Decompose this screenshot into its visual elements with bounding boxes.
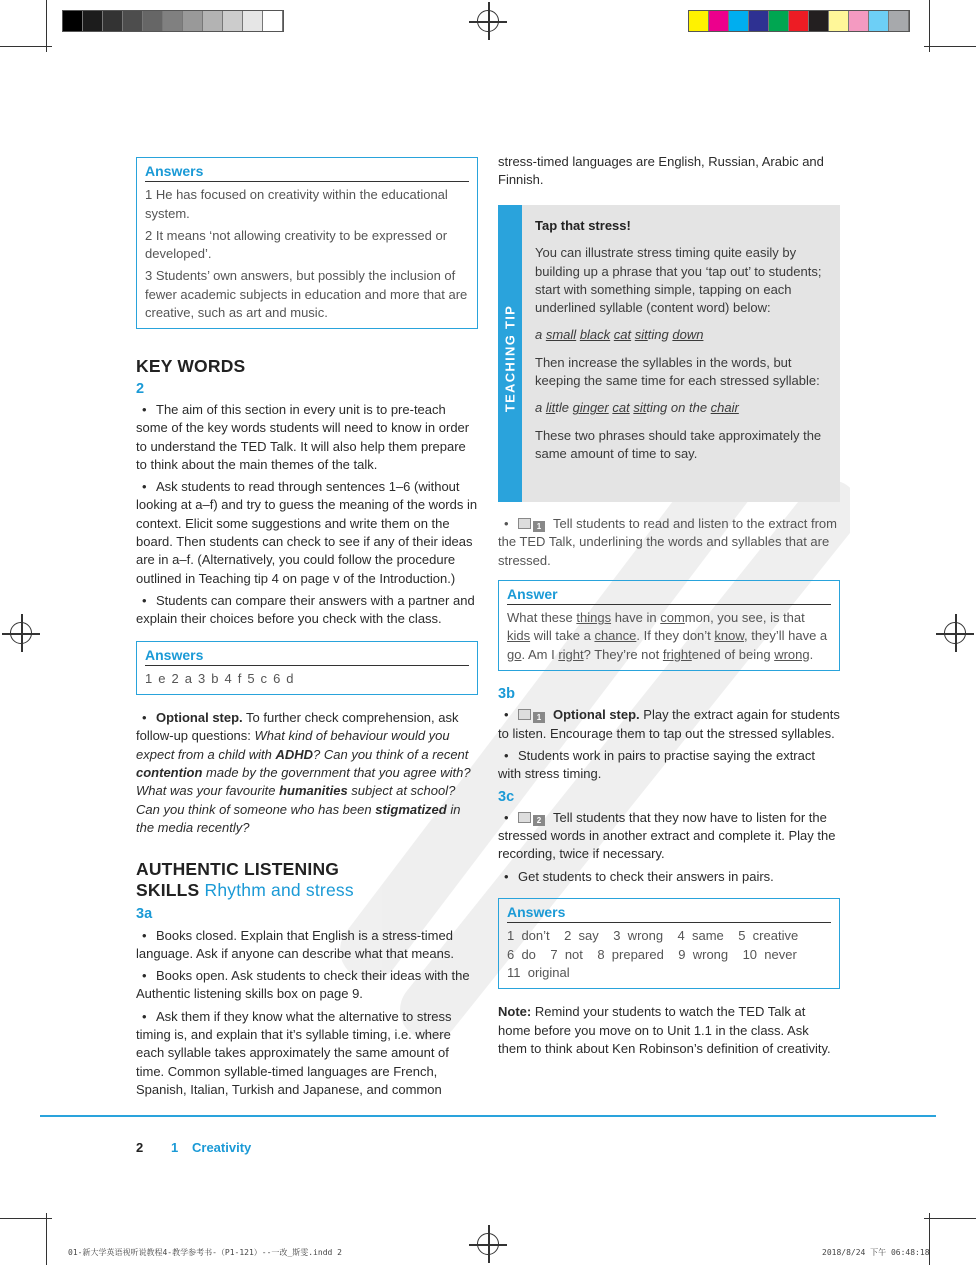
keyword: stigmatized	[375, 801, 447, 817]
bullet-text: Tell students to read and listen to the extract from the TED Talk, underlining the words and syllables that are stressed.	[498, 516, 837, 568]
color-swatch	[849, 11, 869, 31]
color-swatch	[869, 11, 889, 31]
example-word: sit	[633, 400, 647, 416]
footer-rule	[40, 1115, 936, 1117]
color-swatch	[63, 11, 83, 31]
tip-paragraph: You can illustrate stress timing quite easily by building up a phrase that you ‘tap out’ to students; start with something simple, tapping on each underlined syllable (content word) below:	[535, 245, 822, 316]
bullet-item: • Ask students to read through sentences 1–6 (without looking at a–f) and try to guess the meaning of the words in context. Elicit some suggestions and write them on the board. Then students can check to see if any of their ideas are in a–f. (Alternatively, you could follow the procedure outlined in Teaching tip 4 on page v of the Introduction.)	[136, 478, 478, 588]
note-text: Remind your students to watch the TED Talk at home before you move on to Unit 1.1 in the class. Ask them to think about Ken Robinson’s definition of creativity.	[498, 1004, 831, 1056]
answers-title: Answers	[145, 162, 469, 182]
color-swatch	[689, 11, 709, 31]
crop-mark	[924, 46, 976, 47]
example-word: down	[672, 327, 704, 343]
bullet-item: • Get students to check their answers in pairs.	[498, 868, 840, 886]
color-swatch	[183, 11, 203, 31]
question-text: ? Can you think of a recent	[313, 746, 469, 762]
heading-line: AUTHENTIC LISTENING	[136, 859, 340, 880]
tip-example	[535, 399, 825, 417]
color-swatch	[829, 11, 849, 31]
optional-step-label: Optional step.	[553, 707, 640, 723]
stressed-word: know	[714, 628, 745, 644]
example-word: a	[535, 400, 546, 416]
teaching-tip-label: TEACHING TIP	[502, 304, 518, 413]
answers-box-1	[136, 157, 478, 329]
example-word: cat	[612, 400, 630, 416]
answer-line: 11 original	[507, 964, 570, 980]
left-column	[136, 157, 478, 1103]
optional-step-label: Optional step.	[156, 710, 243, 726]
answer-line: 1 don’t 2 say 3 wrong 4 same 5 creative	[507, 928, 799, 944]
example-word: black	[579, 327, 611, 343]
color-swatch	[769, 11, 789, 31]
color-swatch	[243, 11, 263, 31]
authentic-listening-heading	[136, 859, 478, 901]
color-swatch	[789, 11, 809, 31]
answers-box-2	[136, 641, 478, 696]
cmyk-color-bar	[688, 10, 910, 32]
bullet-text: Tell students that they now have to listen for the stressed words in another extract and complete it. Play the recording, twice if necessary.	[498, 809, 836, 862]
color-swatch	[729, 11, 749, 31]
continuation-text: stress-timed languages are English, Russian, Arabic and Finnish.	[498, 154, 824, 188]
example-word: ting	[647, 327, 669, 343]
crop-mark	[0, 1218, 52, 1219]
text: To further check comprehension, ask follow-up questions:	[136, 710, 459, 744]
teaching-tip-band	[498, 205, 522, 502]
tip-example	[535, 326, 825, 344]
track-badge: 2	[533, 815, 545, 826]
right-column	[498, 153, 840, 194]
section-number: 3b	[498, 686, 515, 703]
stressed-word: chance	[594, 628, 637, 644]
stressed-word: wrong	[774, 646, 810, 662]
teaching-tip-body	[535, 217, 825, 472]
crop-mark	[924, 1218, 976, 1219]
color-swatch	[889, 11, 909, 31]
color-swatch	[709, 11, 729, 31]
answers-title: Answers	[507, 903, 831, 923]
answer-text-part: mon, you see, is that	[684, 610, 805, 626]
bullet-item: • Ask them if they know what the alternative to stress timing is, and explain that it’s syllable timing, i.e. where each syllable takes approximately the same amount of time. Common syllable-timed languages are French, Spanish, Italian, Turkish and Japanese, and common	[136, 1008, 478, 1099]
answer-item: 1 He has focused on creativity within the educational system.	[145, 187, 448, 221]
stressed-word: kids	[507, 628, 531, 644]
heading-subtitle: Rhythm and stress	[204, 880, 354, 901]
registration-mark	[469, 1225, 507, 1263]
example-word: cat	[613, 327, 632, 343]
print-slug-file: 01-新大学英语视听说教程4-教学参考书-（P1-121）--一改_斯雯.indd 2	[68, 1248, 342, 1257]
unit-number: 1	[171, 1140, 179, 1155]
registration-mark	[469, 2, 507, 40]
example-word: lit	[545, 400, 556, 416]
stressed-word: right	[558, 646, 584, 662]
registration-mark	[936, 614, 974, 652]
bullet-item: • The aim of this section in every unit is to pre-teach some of the key words students will need to know in order to understand the TED Talk. It will also help them prepare to think about the main themes of the talk.	[136, 401, 478, 474]
bullet-item: • Students work in pairs to practise saying the extract with stress timing.	[498, 747, 840, 784]
example-word: chair	[710, 400, 739, 416]
gray-color-bar	[62, 10, 284, 32]
example-word: small	[545, 327, 577, 343]
note-paragraph	[498, 1003, 840, 1058]
tip-paragraph: Then increase the syllables in the words, but keeping the same time for each stressed syllable:	[535, 354, 820, 389]
answer-text-part: , they’ll have a	[744, 628, 828, 644]
color-swatch	[143, 11, 163, 31]
heading-line: SKILLS	[136, 880, 200, 901]
section-number: 3c	[498, 788, 515, 805]
section-number: 3a	[136, 906, 153, 923]
question-text: What kind of behaviour would you expect from a child with	[136, 728, 450, 762]
answer-item: 2 It means ‘not allowing creativity to be expressed or developed’.	[145, 227, 448, 262]
answer-text	[507, 609, 831, 664]
optional-step-paragraph	[136, 709, 478, 837]
color-swatch	[223, 11, 243, 31]
answer-text-part: What these	[507, 610, 577, 626]
section-number: 2	[136, 380, 145, 397]
color-swatch	[123, 11, 143, 31]
example-word: a	[535, 327, 546, 343]
unit-title: Creativity	[192, 1140, 252, 1155]
answers-title: Answers	[145, 646, 469, 666]
audio-icon	[518, 812, 531, 823]
example-word: ginger	[572, 400, 609, 416]
color-swatch	[103, 11, 123, 31]
color-swatch	[83, 11, 103, 31]
teaching-tip-title: Tap that stress!	[535, 218, 631, 233]
example-word: ting on the	[646, 400, 711, 416]
color-swatch	[809, 11, 829, 31]
example-word: sit	[634, 327, 648, 343]
color-swatch	[749, 11, 769, 31]
color-swatch	[263, 11, 283, 31]
key-words-heading: KEY WORDS	[136, 356, 246, 377]
stressed-word: fright	[662, 646, 692, 662]
answer-title: Answer	[507, 585, 831, 605]
bullet-item	[498, 706, 840, 743]
crop-mark	[46, 1213, 47, 1265]
question-text: subject at school? Can you think of someone who has been	[136, 783, 456, 817]
print-slug-date: 2018/8/24 下午 06:48:18	[822, 1248, 930, 1257]
tip-paragraph: These two phrases should take approximately the same amount of time to say.	[535, 427, 822, 461]
color-swatch	[163, 11, 183, 31]
audio-icon	[518, 709, 531, 720]
answer-text-part: . Am I	[521, 646, 559, 662]
answer-box-single	[498, 580, 840, 671]
answer-text-part: .	[809, 646, 814, 662]
question-text: made by the government that you agree with? What was your favourite	[136, 765, 471, 799]
color-swatch	[203, 11, 223, 31]
page-number: 2	[136, 1140, 144, 1155]
answers-box-3	[498, 898, 840, 989]
question-text: in the media recently?	[136, 801, 461, 835]
example-word: tle	[555, 400, 569, 416]
answer-text-part: will take a	[530, 628, 595, 644]
answer-line: 6 do 7 not 8 prepared 9 wrong 10 never	[507, 946, 797, 962]
keyword: contention	[136, 765, 203, 781]
stressed-word: com	[660, 610, 685, 626]
note-label: Note:	[498, 1004, 532, 1020]
keyword: ADHD	[275, 746, 314, 762]
bullet-item	[498, 515, 840, 570]
keyword: humanities	[279, 783, 348, 799]
answer-line: 1 e 2 a 3 b 4 f 5 c 6 d	[145, 670, 295, 686]
bullet-item: • Books open. Ask students to check their ideas with the Authentic listening skills box on page 9.	[136, 967, 478, 1004]
answer-text-part: ? They’re not	[583, 646, 663, 662]
answer-item: 3 Students’ own answers, but possibly the inclusion of fewer academic subjects in education and more that are creative, such as art and music.	[145, 268, 468, 321]
bullet-text: Play the extract again for students to listen. Encourage them to tap out the stressed syllables.	[498, 707, 840, 741]
registration-mark	[2, 614, 40, 652]
bullet-item: • Students can compare their answers with a partner and explain their choices before you check with the class.	[136, 592, 478, 629]
stressed-word: go	[507, 646, 522, 662]
right-column-lower	[498, 515, 840, 1062]
audio-icon	[518, 518, 531, 529]
stressed-word: things	[576, 610, 612, 626]
crop-mark	[0, 46, 52, 47]
teaching-tip-box	[498, 205, 840, 502]
bullet-item	[498, 809, 840, 864]
track-badge: 1	[533, 521, 545, 532]
track-badge: 1	[533, 712, 545, 723]
crop-mark	[46, 0, 47, 52]
answer-text-part: . If they don’t	[636, 628, 715, 644]
answer-text-part: ened of being	[691, 646, 775, 662]
bullet-item: • Books closed. Explain that English is a stress-timed language. Ask if anyone can describe what that means.	[136, 927, 478, 964]
answer-text-part: have in	[611, 610, 661, 626]
crop-mark	[929, 0, 930, 52]
